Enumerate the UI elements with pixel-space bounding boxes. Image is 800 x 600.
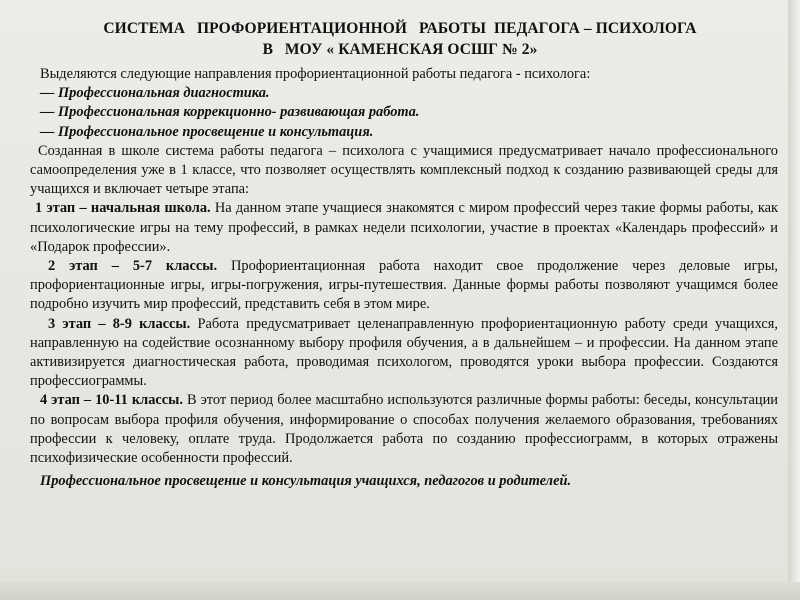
system-paragraph: Созданная в школе система работы педагога – психолога с учащимися предусматривает начало профессионального самоопределения уже в 1 классе, что позволяет осуществлять комплексный подход к созданию развивающей среды для учащихся и включает четыре этапа: — [30, 142, 778, 198]
decorative-bottom-band — [0, 582, 800, 600]
stage-4-text: В этот период более масштабно используются различные формы работы: беседы, консультации по вопросам выбора профиля обучения, информирование о способах получения желаемого образования, требованиях профессии к человеку, оплате труда. Продолжается работа по созданию профессиограмм, в которых отражены психофизические особенности профессий. — [30, 392, 778, 467]
direction-item-correction: — Профессиональная коррекционно- развивающая работа. — [40, 104, 420, 121]
stage-3-heading: 3 этап – 8-9 классы. — [48, 315, 191, 332]
stage-2-text: Профориентационная работа находит свое продолжение через деловые игры, профориентационные игры, игры-погружения, игры-путешествия. Данные формы работы позволяют учащимся более подробно изучить мир профессий, представить себя в этом мире. — [30, 258, 778, 313]
stage-2-paragraph — [30, 257, 778, 315]
stage-4-paragraph — [30, 391, 778, 468]
page-title — [40, 18, 760, 60]
closing-text: Профессиональное просвещение и консультация учащихся, педагогов и родителей. — [40, 473, 572, 490]
slide-body — [30, 65, 778, 491]
title-line-1: СИСТЕМА ПРОФОРИЕНТАЦИОННОЙ РАБОТЫ ПЕДАГОГА – ПСИХОЛОГА — [103, 20, 697, 37]
stage-2-heading: 2 этап – 5-7 классы. — [48, 258, 218, 275]
direction-item-diagnostics: — Профессиональная диагностика. — [40, 85, 270, 102]
stage-3-paragraph — [30, 315, 778, 392]
decorative-side-stripe — [788, 0, 800, 600]
intro-text: Выделяются следующие направления профориентационной работы педагога - психолога: — [40, 66, 591, 82]
stage-1-heading: 1 этап – начальная школа. — [35, 200, 211, 217]
stage-1-paragraph — [30, 199, 778, 257]
stage-3-text: Работа предусматривает целенаправленную профориентационную работу среди учащихся, направленную на содействие осознанному выбору профиля обучения, а в дальнейшем – и профессии. На данном этапе активизируется диагностическая работа, проводимая психологом, проводятся уроки выбора профессии. Создаются профессиограммы. — [30, 315, 778, 390]
direction-item-education: — Профессиональное просвещение и консультация. — [40, 123, 374, 140]
stage-4-heading: 4 этап – 10-11 классы. — [40, 392, 184, 409]
stage-1-text: На данном этапе учащиеся знакомятся с миром профессий через такие формы работы, как психологические игры на тему профессий, в рамках недели психологии, участие в проектах «Календарь профессий» и «Подарок профессии». — [30, 200, 779, 255]
title-line-2: В МОУ « КАМЕНСКАЯ ОСШГ № 2» — [262, 41, 538, 58]
